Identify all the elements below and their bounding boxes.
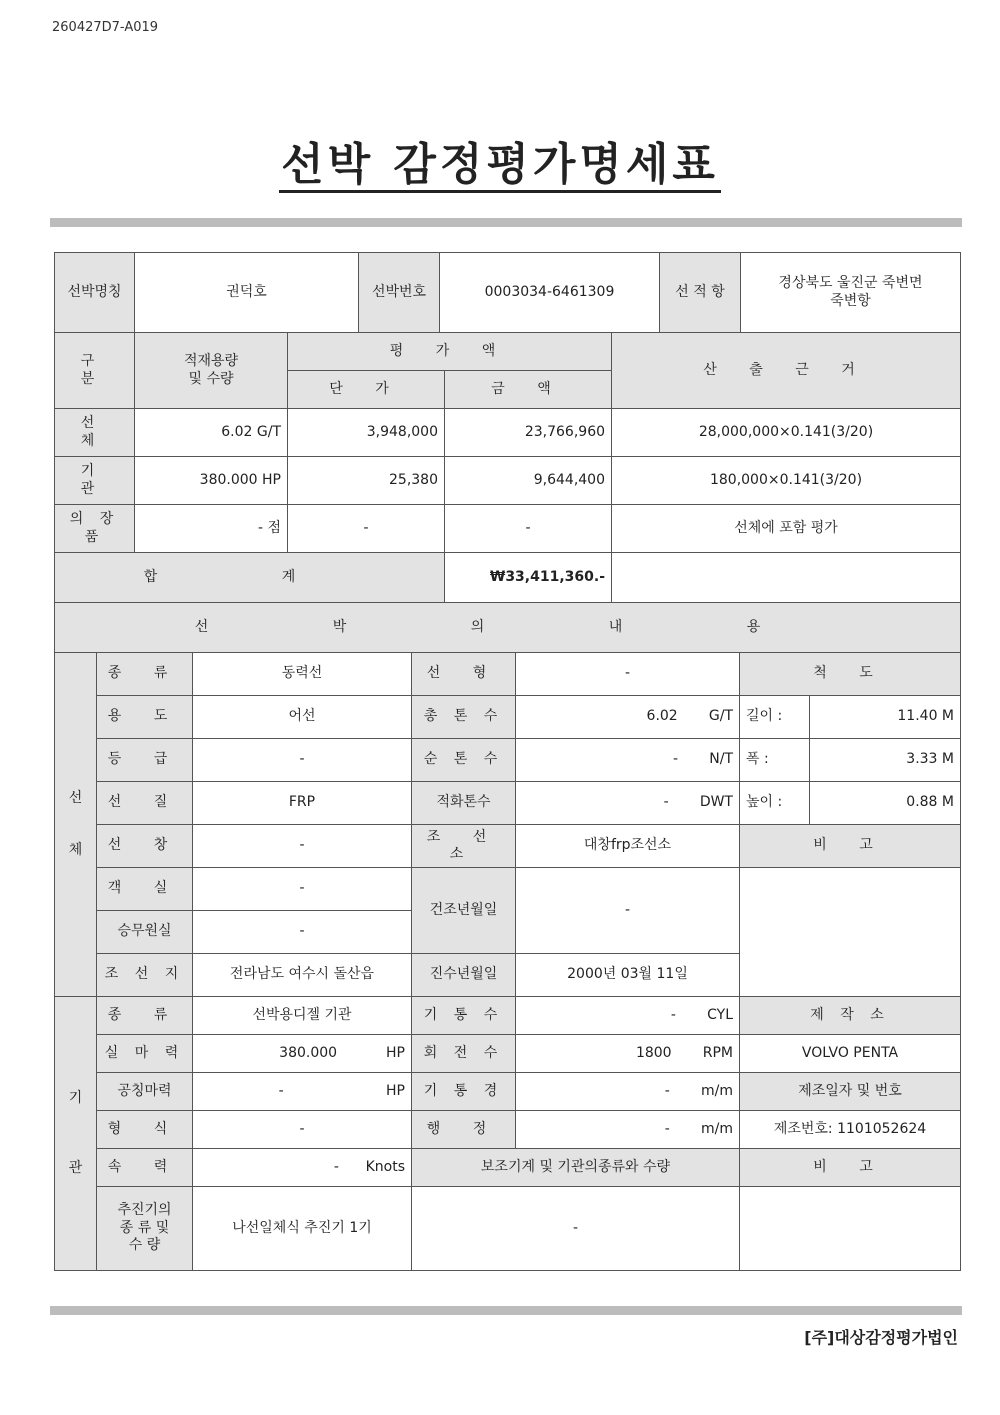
page-title: 선박 감정평가명세표 — [0, 128, 1000, 192]
unit-price-header: 단 가 — [288, 371, 445, 409]
launch-date-label: 진수년월일 — [412, 954, 516, 997]
capacity-header: 적재용량 및 수량 — [135, 333, 288, 409]
cabin-label: 객 실 — [97, 868, 193, 911]
row-name: 기 관 — [55, 457, 135, 505]
power: 380.000 HP — [193, 1035, 412, 1073]
row-amount: 9,644,400 — [445, 457, 612, 505]
engine-remark-label: 비 고 — [740, 1149, 961, 1187]
propeller: 나선일체식 추진기 1기 — [193, 1187, 412, 1271]
value-header: 평 가 액 — [288, 333, 612, 371]
height-label: 높이 : — [740, 782, 810, 825]
table-row — [55, 409, 961, 457]
hull-table — [54, 652, 961, 997]
hull-shape-label: 선 형 — [412, 653, 516, 696]
top-divider — [50, 218, 962, 227]
valuation-table — [54, 332, 961, 653]
row-basis: 180,000×0.141(3/20) — [612, 457, 961, 505]
port: 경상북도 울진군 죽변면 죽변항 — [741, 253, 961, 333]
contents-title: 선 박 의 내 용 — [55, 603, 961, 653]
category-header: 구 분 — [55, 333, 135, 409]
mfg-label: 제조일자 및 번호 — [740, 1073, 961, 1111]
ship-no-label: 선박번호 — [359, 253, 440, 333]
propeller-label: 추진기의 종 류 및 수 량 — [97, 1187, 193, 1271]
window-label: 선 창 — [97, 825, 193, 868]
row-unit-price: 3,948,000 — [288, 409, 445, 457]
built-date-label: 건조년월일 — [412, 868, 516, 954]
grade-label: 등 급 — [97, 739, 193, 782]
table-row — [55, 505, 961, 553]
row-capacity: 6.02 G/T — [135, 409, 288, 457]
row-basis: 28,000,000×0.141(3/20) — [612, 409, 961, 457]
engine-kind-label: 종 류 — [97, 997, 193, 1035]
dwt: - DWT — [516, 782, 740, 825]
mfg-number: 제조번호: 1101052624 — [740, 1111, 961, 1149]
length-label: 길이 : — [740, 696, 810, 739]
crew-room: - — [193, 911, 412, 954]
cylinders-label: 기 통 수 — [412, 997, 516, 1035]
row-capacity: - 점 — [135, 505, 288, 553]
use-label: 용 도 — [97, 696, 193, 739]
crew-room-label: 승무원실 — [97, 911, 193, 954]
ship-name: 권덕호 — [135, 253, 359, 333]
type-label: 형 식 — [97, 1111, 193, 1149]
built-date: - — [516, 868, 740, 954]
gross-tonnage: 6.02 G/T — [516, 696, 740, 739]
stroke-label: 행 정 — [412, 1111, 516, 1149]
width: 3.33 M — [810, 739, 961, 782]
net-tonnage: - N/T — [516, 739, 740, 782]
aux: - — [412, 1187, 740, 1271]
grade: - — [193, 739, 412, 782]
hull-shape: - — [516, 653, 740, 696]
yard-label: 조 선 소 — [412, 825, 516, 868]
rpm: 1800 RPM — [516, 1035, 740, 1073]
hull-kind-label: 종 류 — [97, 653, 193, 696]
speed: - Knots — [193, 1149, 412, 1187]
table-row — [55, 457, 961, 505]
hull-remark-label: 비 고 — [740, 825, 961, 868]
net-tonnage-label: 순 톤 수 — [412, 739, 516, 782]
company-name: [주]대상감정평가법인 — [804, 1328, 958, 1347]
launch-date: 2000년 03월 11일 — [516, 954, 740, 997]
engine-section-label: 기 관 — [55, 997, 97, 1271]
basis-header: 산 출 근 거 — [612, 333, 961, 409]
material-label: 선 질 — [97, 782, 193, 825]
rpm-label: 회 전 수 — [412, 1035, 516, 1073]
ship-header-table — [54, 252, 961, 333]
hull-section-label: 선 체 — [55, 653, 97, 997]
cabin: - — [193, 868, 412, 911]
row-amount: - — [445, 505, 612, 553]
dimension-label: 척 도 — [740, 653, 961, 696]
row-basis: 선체에 포함 평가 — [612, 505, 961, 553]
stroke: - m/m — [516, 1111, 740, 1149]
yard: 대창frp조선소 — [516, 825, 740, 868]
ship-name-label: 선박명칭 — [55, 253, 135, 333]
row-name: 의 장 품 — [55, 505, 135, 553]
speed-label: 속 력 — [97, 1149, 193, 1187]
engine-table — [54, 996, 961, 1271]
port-label: 선 적 항 — [660, 253, 741, 333]
rated-power-label: 공칭마력 — [97, 1073, 193, 1111]
row-unit-price: - — [288, 505, 445, 553]
use: 어선 — [193, 696, 412, 739]
total-empty — [612, 553, 961, 603]
bore: - m/m — [516, 1073, 740, 1111]
document-id: 260427D7-A019 — [52, 20, 159, 35]
type: - — [193, 1111, 412, 1149]
aux-label: 보조기계 및 기관의종류와 수량 — [412, 1149, 740, 1187]
ship-no: 0003034-6461309 — [440, 253, 660, 333]
amount-header: 금 액 — [445, 371, 612, 409]
row-capacity: 380.000 HP — [135, 457, 288, 505]
hull-remark — [740, 868, 961, 997]
width-label: 폭 : — [740, 739, 810, 782]
hull-kind: 동력선 — [193, 653, 412, 696]
rated-power: - HP — [193, 1073, 412, 1111]
row-name: 선 체 — [55, 409, 135, 457]
gross-tonnage-label: 총 톤 수 — [412, 696, 516, 739]
total-label: 합 계 — [55, 553, 445, 603]
cylinders: - CYL — [516, 997, 740, 1035]
build-site: 전라남도 여수시 돌산읍 — [193, 954, 412, 997]
power-label: 실 마 력 — [97, 1035, 193, 1073]
row-unit-price: 25,380 — [288, 457, 445, 505]
length: 11.40 M — [810, 696, 961, 739]
bore-label: 기 통 경 — [412, 1073, 516, 1111]
window: - — [193, 825, 412, 868]
row-amount: 23,766,960 — [445, 409, 612, 457]
dwt-label: 적화톤수 — [412, 782, 516, 825]
material: FRP — [193, 782, 412, 825]
maker: VOLVO PENTA — [740, 1035, 961, 1073]
engine-kind: 선박용디젤 기관 — [193, 997, 412, 1035]
height: 0.88 M — [810, 782, 961, 825]
build-site-label: 조 선 지 — [97, 954, 193, 997]
total-amount: ₩33,411,360.- — [445, 553, 612, 603]
engine-remark — [740, 1187, 961, 1271]
bottom-divider — [50, 1306, 962, 1315]
maker-label: 제 작 소 — [740, 997, 961, 1035]
